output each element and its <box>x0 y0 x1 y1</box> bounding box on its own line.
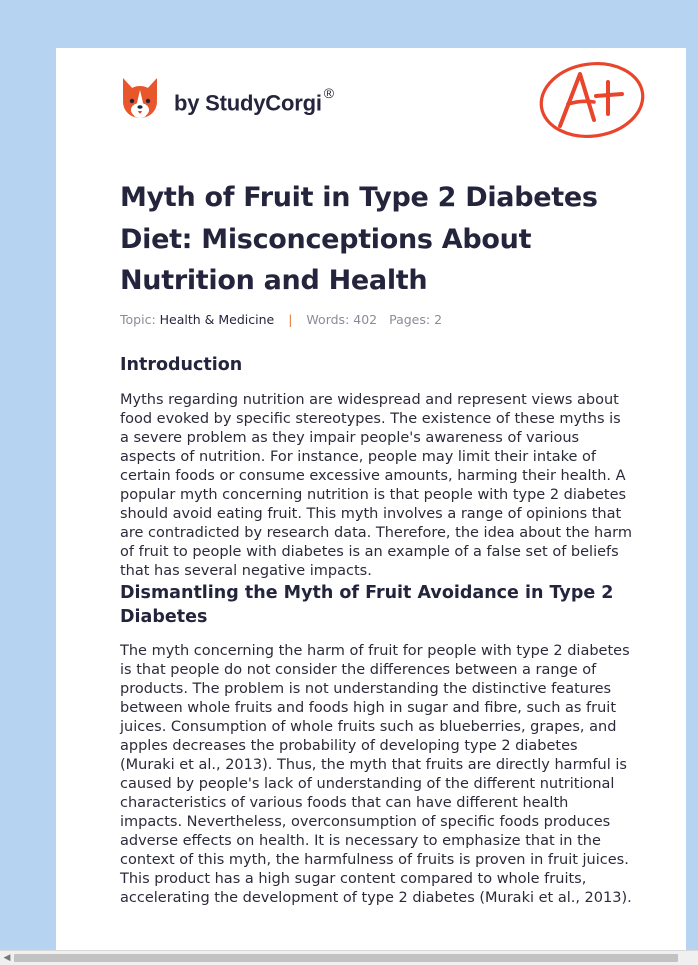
article-title: Myth of Fruit in Type 2 Diabetes Diet: Misconceptions About Nutrition and Health <box>120 182 598 296</box>
article-meta <box>120 312 442 327</box>
corgi-logo-icon <box>120 76 160 120</box>
a-plus-stamp-icon <box>538 60 646 140</box>
meta-separator: | <box>288 312 293 327</box>
section-heading-dismantling: Dismantling the Myth of Fruit Avoidance in Type 2 Diabetes <box>120 583 614 627</box>
words-label: Words: <box>306 312 350 327</box>
article-body <box>120 353 632 908</box>
pages-value: 2 <box>434 312 443 327</box>
document-page <box>56 48 686 950</box>
scrollbar-thumb[interactable] <box>14 954 678 962</box>
scroll-left-arrow-icon[interactable]: ◀ <box>3 953 11 963</box>
pages-label: Pages: <box>389 312 431 327</box>
grade-badge <box>538 60 646 144</box>
section-heading-introduction: Introduction <box>120 355 243 375</box>
horizontal-scrollbar[interactable] <box>0 950 698 965</box>
words-value: 402 <box>353 312 378 327</box>
section-paragraph-introduction: Myths regarding nutrition are widespread and represent views about food evoked by specific stereotypes. The existence of these myths is a severe problem as they impair people's awareness of various aspects of nutrition. For instance, people may limit their intake of certain foods or consume excessive amounts, harming their health. A popular myth concerning nutrition is that people with type 2 diabetes should avoid eating fruit. This myth involves a range of opinions that are contradicted by research data. Therefore, the idea about the harm of fruit to people with diabetes is an example of a false set of beliefs that has several negative impacts. <box>120 392 632 579</box>
brand-name: by StudyCorgi ® <box>174 85 334 116</box>
section-paragraph-dismantling: The myth concerning the harm of fruit for people with type 2 diabetes is that people do not consider the differences between a range of products. The problem is not understanding the distinctive features between whole fruits and foods high in sugar and fibre, such as fruit juices. Consumption of whole fruits such as blueberries, grapes, and apples decreases the probability of developing type 2 diabetes (Muraki et al., 2013). Thus, the myth that fruits are directly harmful is caused by people's lack of understanding of the different nutritional characteristics of various foods that can have different health impacts. Nevertheless, overconsumption of specific foods produces adverse effects on health. It is necessary to emphasize that in the context of this myth, the harmfulness of fruits is proven in fruit juices. This product has a high sugar content compared to whole fruits, accelerating the development of type 2 diabetes (Muraki et al., 2013). <box>120 643 632 906</box>
topic-label: Topic: <box>120 312 156 327</box>
topic-link[interactable]: Health & Medicine <box>159 312 275 327</box>
studycorgi-logo[interactable] <box>120 76 334 120</box>
